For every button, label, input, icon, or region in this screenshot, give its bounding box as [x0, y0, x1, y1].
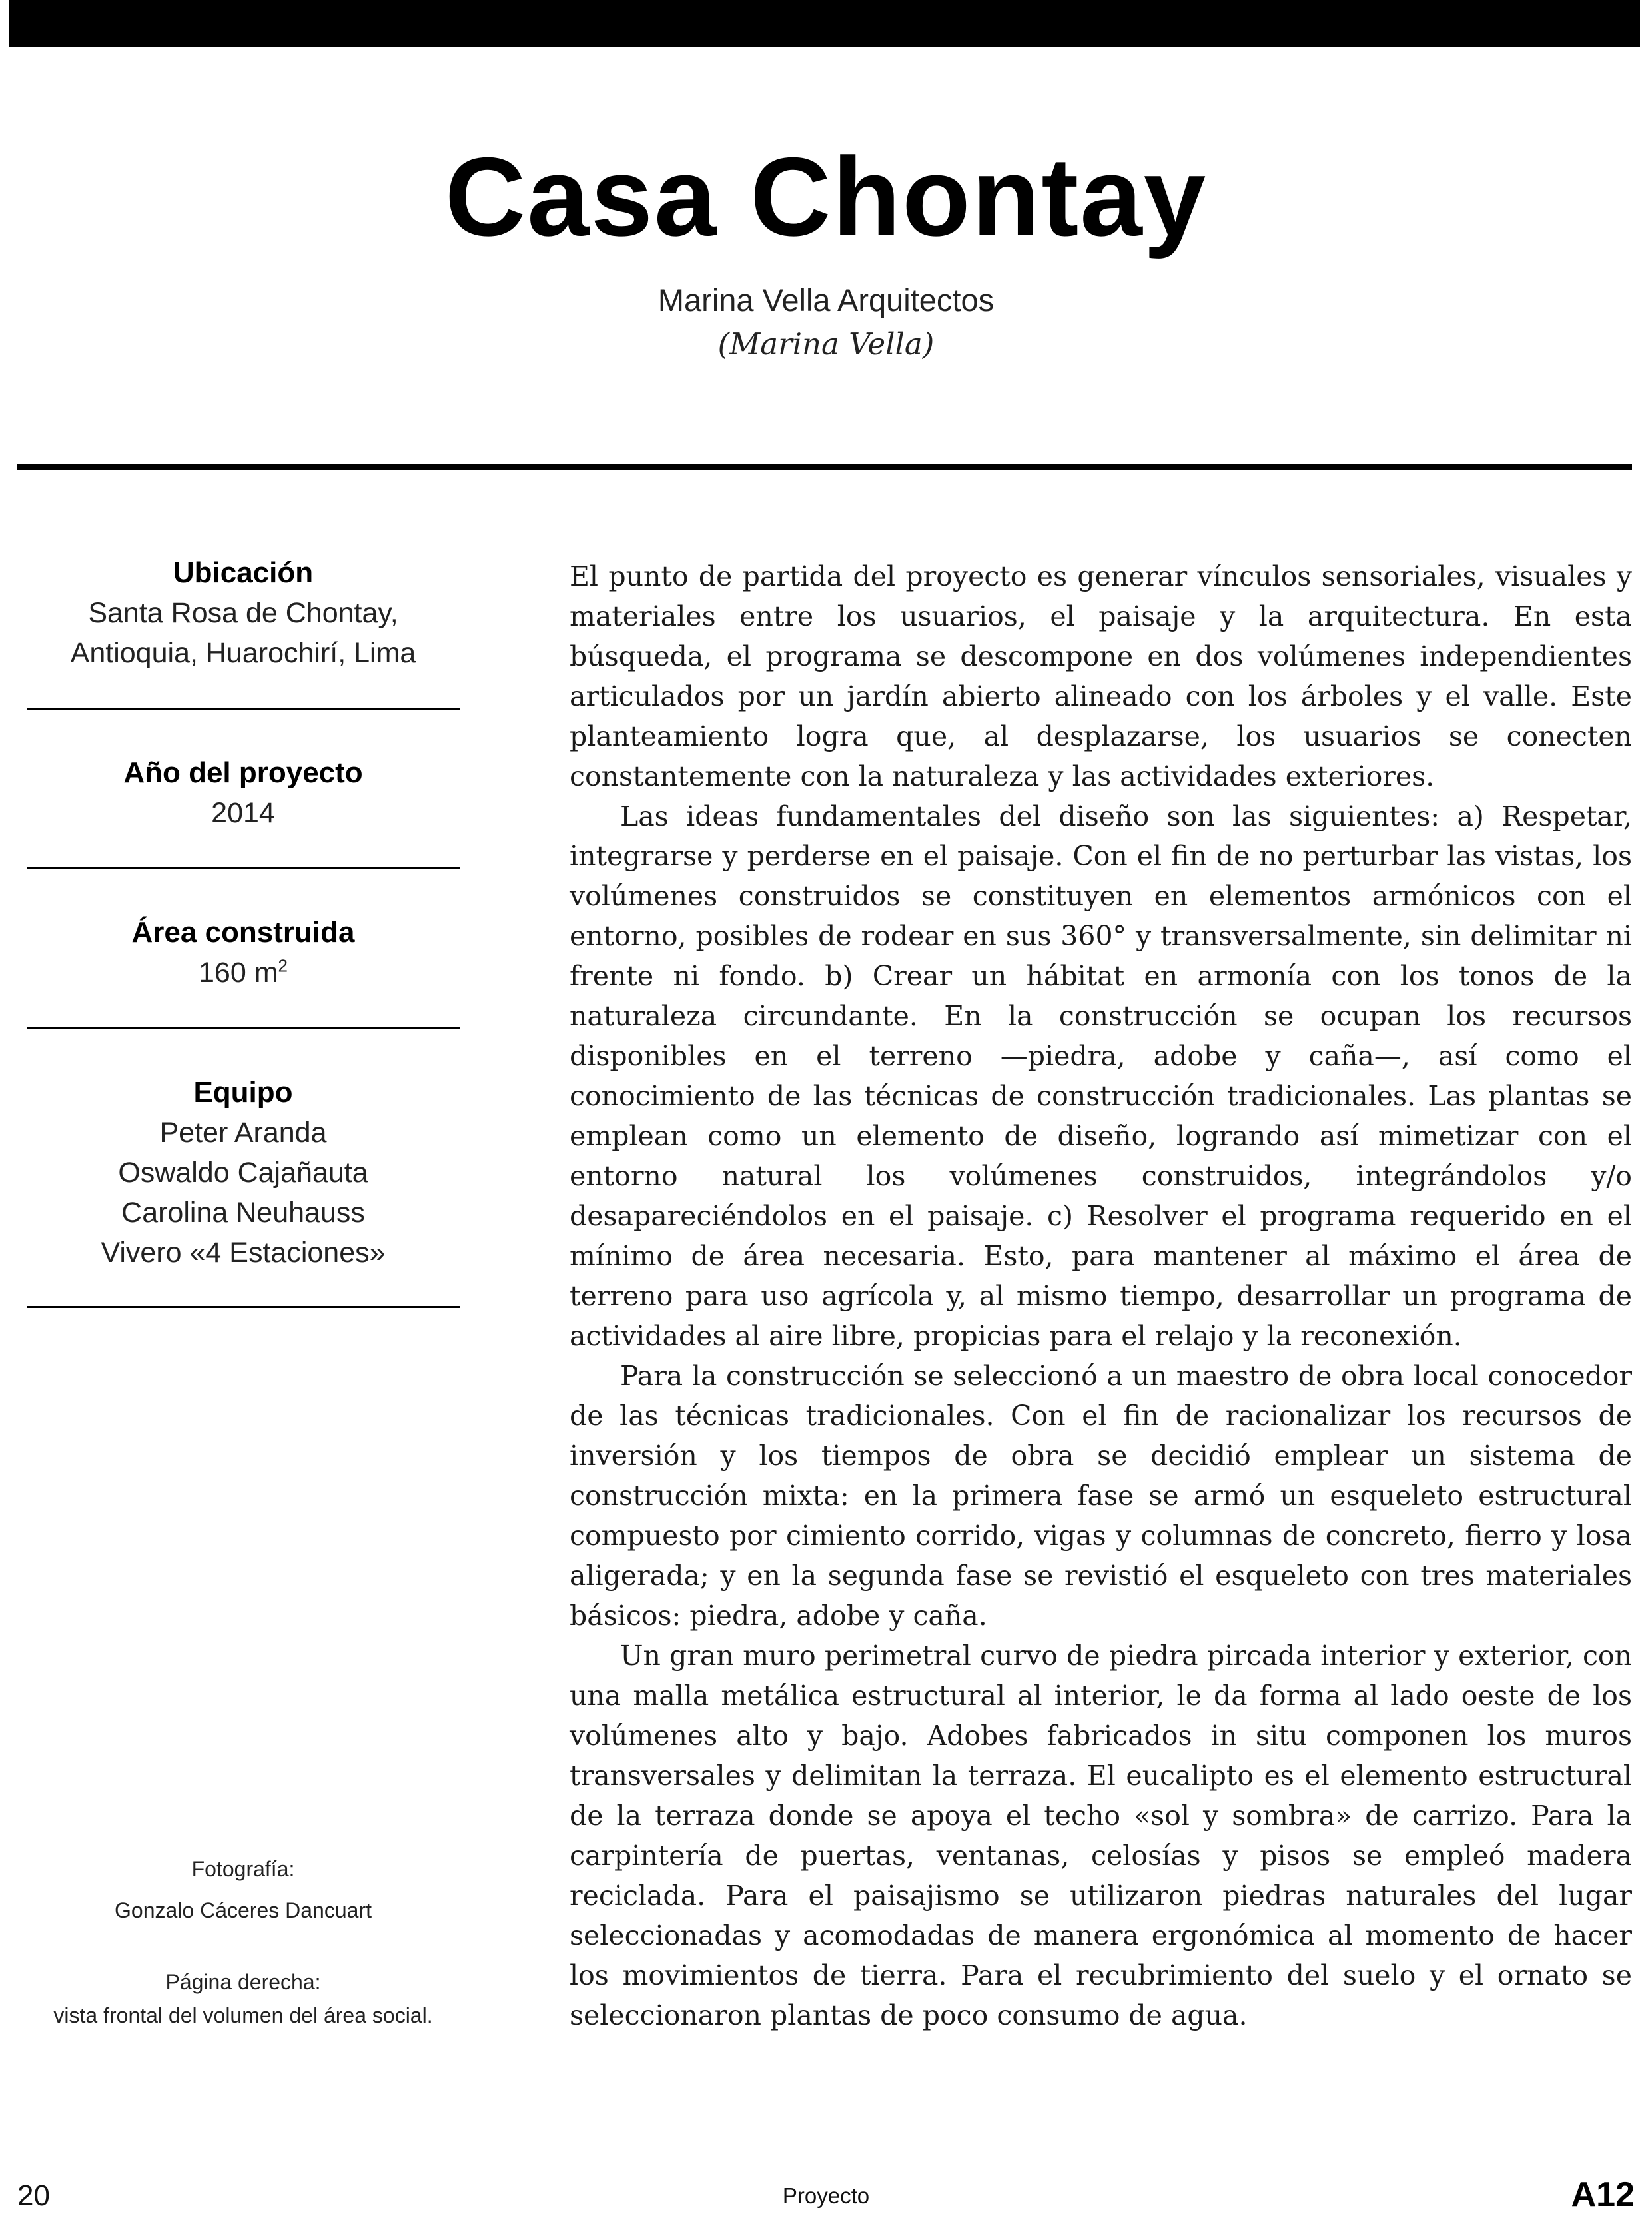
- author-firm: Marina Vella Arquitectos: [657, 282, 995, 318]
- sidebar-divider: [27, 708, 460, 710]
- location-line: Santa Rosa de Chontay,: [88, 597, 398, 629]
- team-label: Equipo: [193, 1076, 293, 1109]
- page-title: Casa Chontay: [444, 134, 1208, 259]
- header-divider: [17, 464, 1632, 470]
- area-number: 160 m: [199, 957, 278, 989]
- area-unit-superscript: 2: [278, 955, 288, 976]
- year-label: Año del proyecto: [123, 756, 363, 789]
- section-name: Proyecto: [782, 2183, 870, 2208]
- issue-code: A12: [1571, 2175, 1635, 2214]
- team-member: Oswaldo Cajañauta: [118, 1157, 368, 1189]
- body-paragraph: Un gran muro perimetral curvo de piedra pircada interior y exterior, con una malla metálica estructural al interior, le da forma al lado oeste de los volúmenes alto y bajo. Adobes fabricados in situ componen los muros transversales y delimitan la terraza. El eucalipto es el elemento estructural de la terraza donde se apoya el techo «sol y sombra» de carrizo. Para la carpintería de puertas, ventanas, celosías y pisos se empleó madera reciclada. Para el paisajismo se utilizaron piedras naturales del lugar seleccionadas y acomodadas de manera ergonómica al momento de hacer los movimientos de tierra. Para el recubrimiento del suelo y el ornato se seleccionaron plantas de poco consumo de agua.: [570, 1640, 1632, 2031]
- body-paragraph: Para la construcción se seleccionó a un maestro de obra local conocedor de las técnicas tradicionales. Con el fin de racionalizar los recursos de inversión y los tiempos de obra se decidió emplear un sistema de construcción mixta: en la primera fase se armó un esqueleto estructural compuesto por cimiento corrido, vigas y columnas de concreto, fierro y losa aligerada; y en la segunda fase se revistió el esqueleto con tres materiales básicos: piedra, adobe y caña.: [570, 1360, 1632, 1632]
- year-block: [27, 753, 460, 833]
- body-text: [570, 556, 1632, 2035]
- area-block: [27, 913, 460, 993]
- photo-credit-name: Gonzalo Cáceres Dancuart: [115, 1898, 372, 1922]
- sidebar-divider: [27, 1306, 460, 1308]
- team-member: Peter Aranda: [159, 1117, 327, 1149]
- photo-credit-label: Fotografía:: [191, 1857, 295, 1881]
- year-value: 2014: [211, 797, 275, 829]
- page-number: 20: [17, 2179, 50, 2212]
- top-bar: [9, 0, 1640, 47]
- team-member: Carolina Neuhauss: [121, 1197, 365, 1229]
- image-caption: [0, 1965, 486, 2032]
- caption-label: Página derecha:: [165, 1970, 321, 1994]
- area-value: [27, 953, 460, 993]
- caption-text: vista frontal del volumen del área social.: [53, 2003, 433, 2027]
- body-paragraph: Las ideas fundamentales del diseño son las siguientes: a) Respetar, integrarse y perderse en el paisaje. Con el fin de no perturbar las vistas, los volúmenes construidos se constituyen en elementos armónicos con el entorno, posibles de rodear en sus 360° y transversalmente, sin delimitar ni frente ni fondo. b) Crear un hábitat en armonía con los tonos de la naturaleza circundante. En la construcción se ocupan los recursos disponibles en el terreno —piedra, adobe y caña—, así como el conocimiento de las técnicas de construcción tradicionales. Las plantas se emplean como un elemento de diseño, logrando así mimetizar con el entorno natural los volúmenes construidos, integrándolos y/o desapareciéndolos en el paisaje. c) Resolver el programa requerido en el mínimo de área necesaria. Esto, para mantener al máximo el área de terreno para uso agrícola y, al mismo tiempo, desarrollar un programa de actividades al aire libre, propicias para el relajo y la reconexión.: [570, 800, 1632, 1352]
- photo-credit: [0, 1852, 486, 1927]
- location-block: [27, 553, 460, 673]
- author-person: (Marina Vella): [717, 326, 935, 362]
- body-paragraph: El punto de partida del proyecto es generar vínculos sensoriales, visuales y materiales entre los usuarios, el paisaje y la arquitectura. En esta búsqueda, el programa se descompone en dos volúmenes independientes articulados por un jardín abierto alineado con los árboles y el valle. Este planteamiento logra que, al desplazarse, los usuarios se conecten constantemente con la naturaleza y las actividades exteriores.: [570, 560, 1632, 792]
- location-line: Antioquia, Huarochirí, Lima: [70, 637, 416, 669]
- team-member: Vivero «4 Estaciones»: [101, 1237, 386, 1269]
- location-label: Ubicación: [173, 556, 314, 589]
- area-label: Área construida: [131, 916, 355, 949]
- sidebar-divider: [27, 867, 460, 869]
- sidebar-divider: [27, 1027, 460, 1029]
- team-block: [27, 1073, 460, 1273]
